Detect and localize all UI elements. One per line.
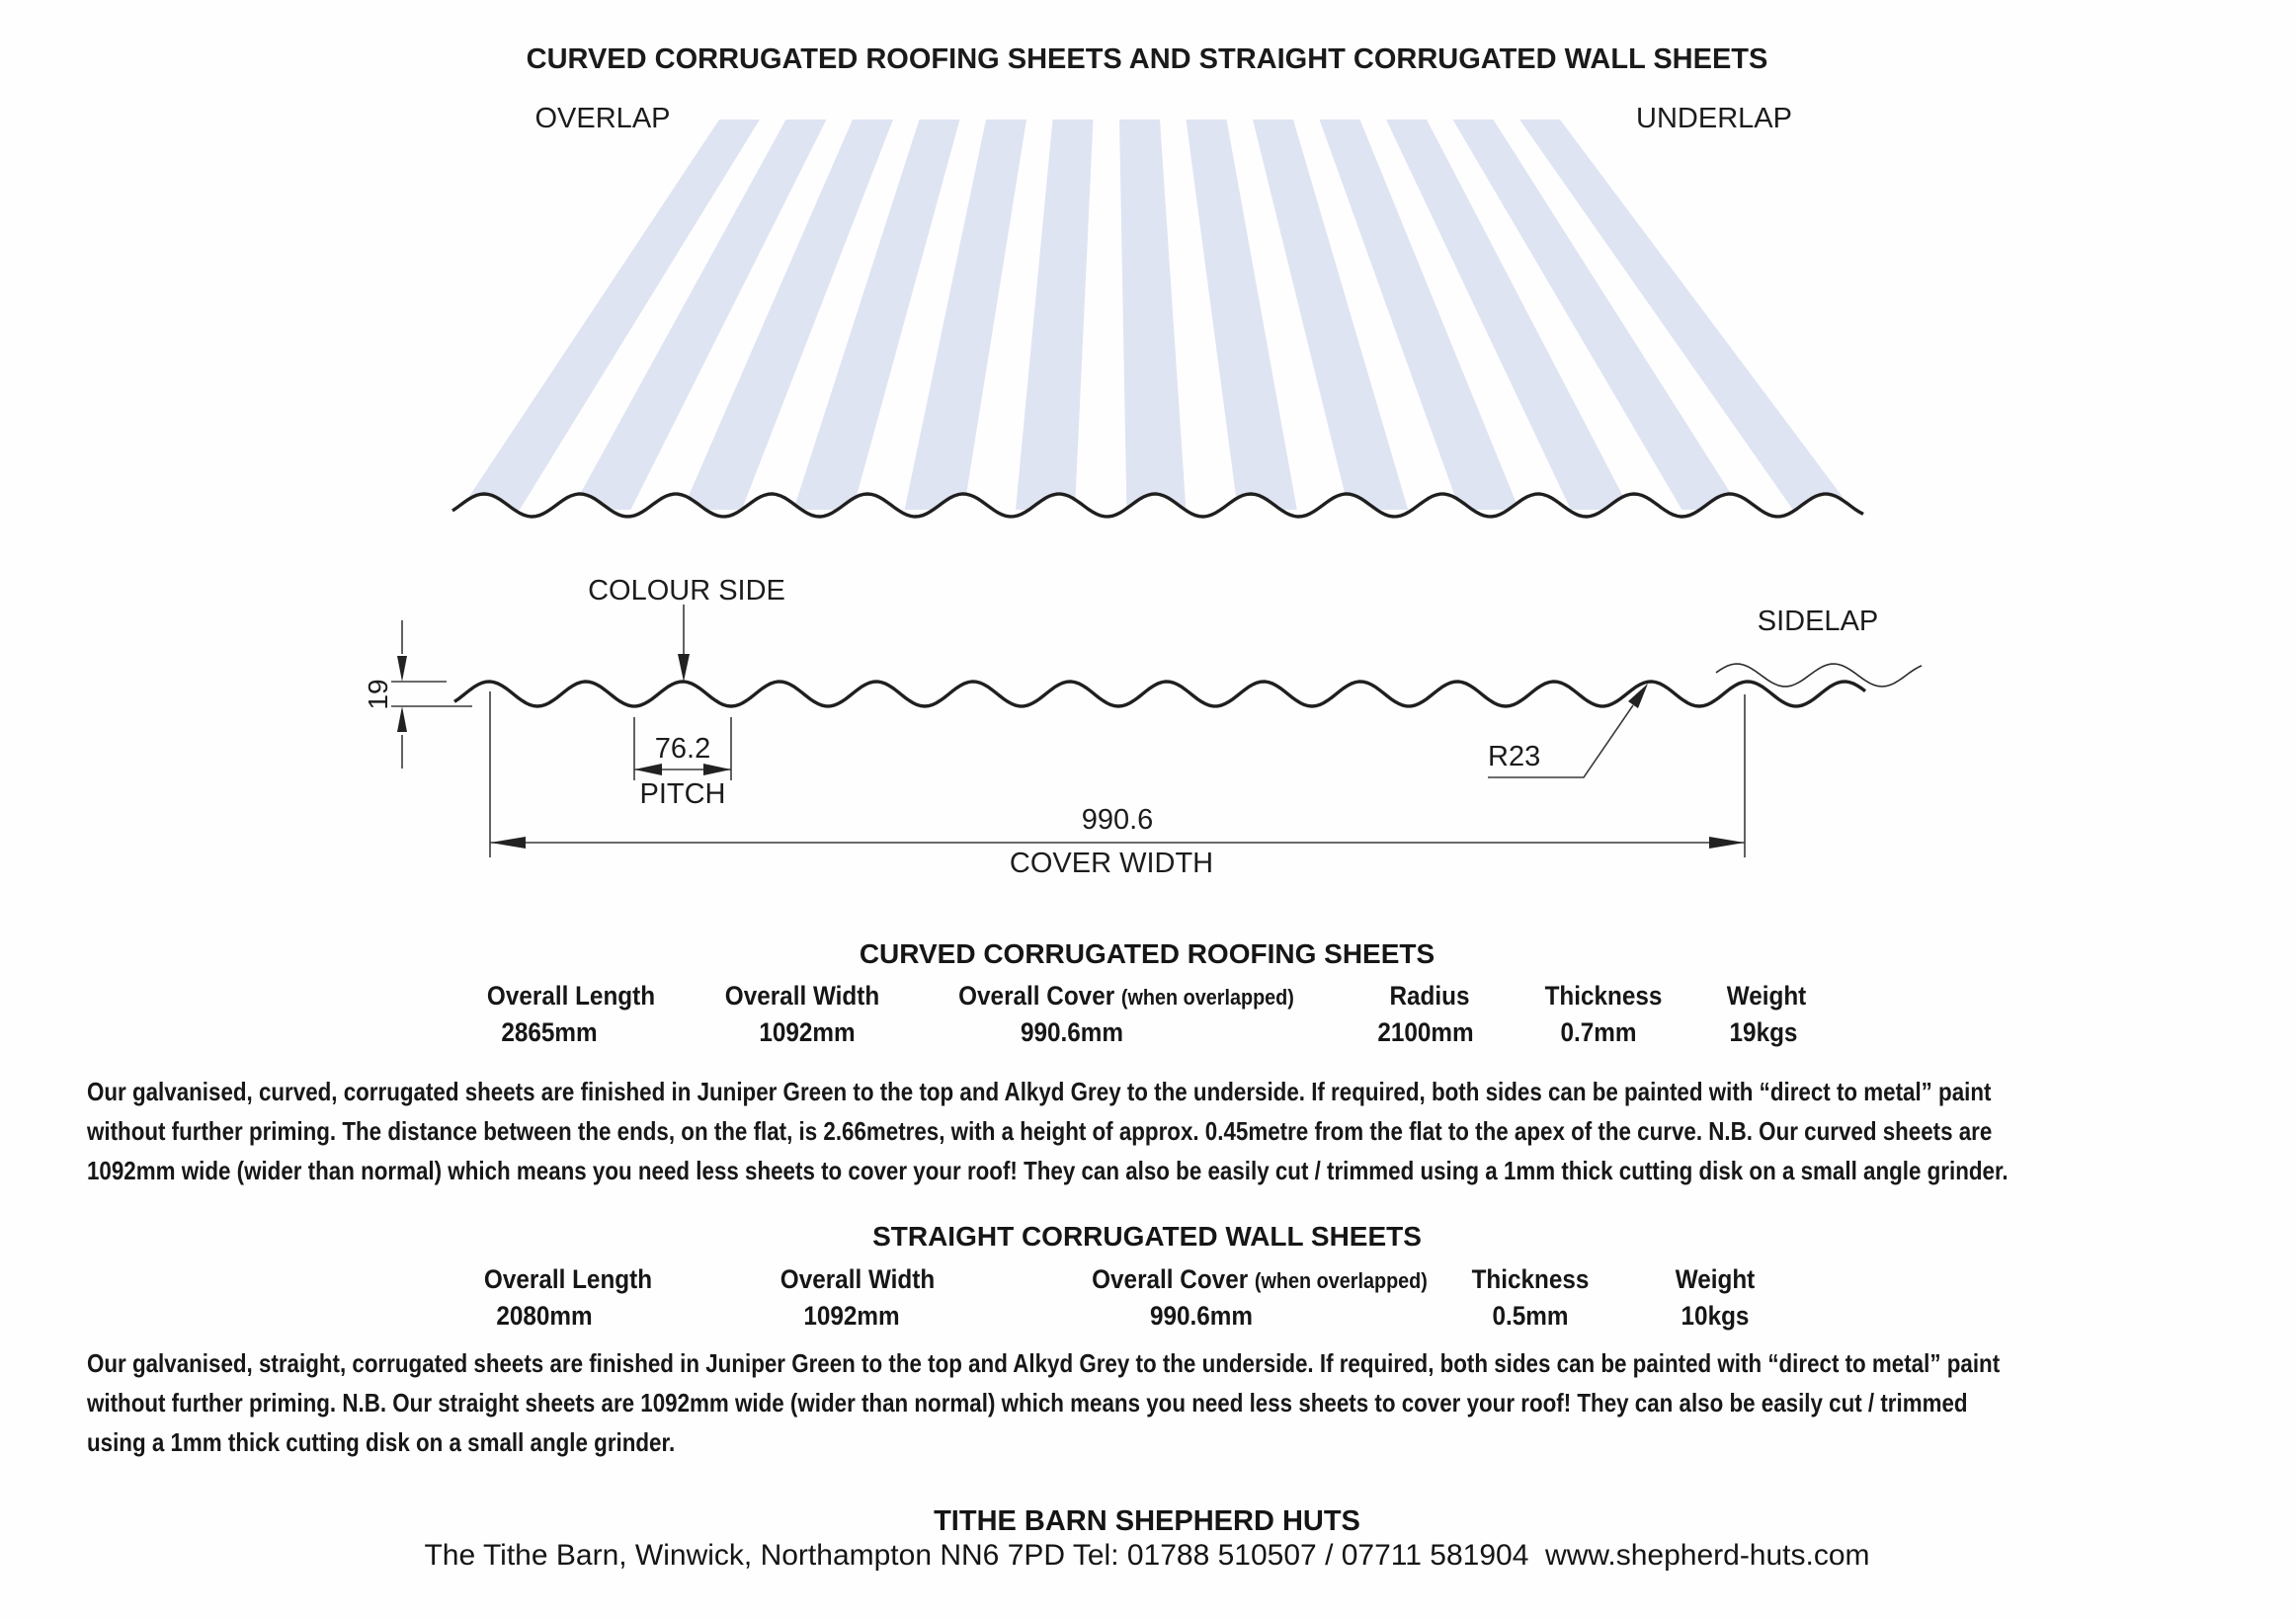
pitch-value: 76.2 bbox=[654, 733, 711, 765]
colour-side-arrow bbox=[678, 605, 690, 682]
straight-col-value: 10kgs bbox=[1681, 1301, 1750, 1331]
curved-col-value: 990.6mm bbox=[1020, 1017, 1124, 1047]
colour-stripe bbox=[1016, 120, 1094, 510]
cover-width-label: COVER WIDTH bbox=[1009, 848, 1214, 879]
profile-corrugation-wave bbox=[454, 682, 1865, 706]
paragraph-line: Our galvanised, curved, corrugated sheets are finished in Juniper Green to the top and Alkyd Grey to the underside. If required, both sides can be painted with “direct to metal” paint bbox=[87, 1077, 1992, 1106]
depth-value-label: 19 bbox=[363, 679, 393, 710]
colour-side-label: COLOUR SIDE bbox=[588, 575, 785, 607]
curved-col-header bbox=[1727, 981, 1807, 1012]
header-text: Weight bbox=[1675, 1264, 1756, 1294]
curved-table-title: CURVED CORRUGATED ROOFING SHEETS bbox=[859, 938, 1435, 969]
straight-col-header bbox=[1092, 1264, 1428, 1295]
header-text: Overall Length bbox=[483, 1264, 653, 1294]
straight-col-header bbox=[484, 1264, 652, 1295]
curved-col-value: 19kgs bbox=[1729, 1017, 1798, 1047]
curved-col-header bbox=[725, 981, 879, 1012]
radius-value-label: R23 bbox=[1488, 741, 1541, 772]
curved-description bbox=[87, 1072, 2296, 1190]
curved-col-header bbox=[1389, 981, 1469, 1012]
straight-col-value: 0.5mm bbox=[1492, 1301, 1569, 1331]
sheet-colour-stripes bbox=[460, 120, 1852, 510]
sidelap-label: SIDELAP bbox=[1757, 606, 1879, 637]
paragraph-line: without further priming. N.B. Our straight sheets are 1092mm wide (wider than normal) which means you need less sheets to cover your roof! They can also be easily cut / trimmed bbox=[87, 1388, 1968, 1418]
overlap-label: OVERLAP bbox=[534, 103, 671, 134]
paragraph-line: 1092mm wide (wider than normal) which means you need less sheets to cover your roof! They can also be easily cut / trimmed using a 1mm thick cutting disk on a small angle grinder. bbox=[87, 1156, 2009, 1185]
straight-col-value: 990.6mm bbox=[1149, 1301, 1254, 1331]
paragraph-line: without further priming. The distance between the ends, on the flat, is 2.66metres, with a height of approx. 0.45metre from the flat to the apex of the curve. N.B. Our curved sheets are bbox=[87, 1116, 1993, 1146]
curved-col-header bbox=[958, 981, 1294, 1012]
straight-col-value: 2080mm bbox=[496, 1301, 593, 1331]
curved-col-value: 0.7mm bbox=[1560, 1017, 1637, 1047]
cover-width-value: 990.6 bbox=[1081, 804, 1154, 836]
header-note: (when overlapped) bbox=[1254, 1268, 1428, 1293]
header-text: Weight bbox=[1726, 981, 1807, 1011]
curved-col-value: 1092mm bbox=[759, 1017, 856, 1047]
curved-col-value: 2100mm bbox=[1377, 1017, 1474, 1047]
header-text: Overall Width bbox=[779, 1264, 936, 1294]
paragraph-line: using a 1mm thick cutting disk on a small angle grinder. bbox=[87, 1427, 676, 1457]
header-text: Overall Cover bbox=[958, 981, 1115, 1011]
straight-col-header bbox=[1676, 1264, 1756, 1295]
straight-col-header bbox=[780, 1264, 935, 1295]
straight-col-value: 1092mm bbox=[803, 1301, 900, 1331]
colour-stripe bbox=[1119, 120, 1186, 510]
curved-col-value: 2865mm bbox=[501, 1017, 598, 1047]
header-text: Overall Length bbox=[486, 981, 656, 1011]
straight-description bbox=[87, 1343, 2296, 1462]
depth-dimension bbox=[391, 620, 472, 769]
header-text: Radius bbox=[1389, 981, 1470, 1011]
curved-col-header bbox=[1545, 981, 1663, 1012]
header-text: Overall Width bbox=[724, 981, 880, 1011]
header-note: (when overlapped) bbox=[1120, 985, 1294, 1010]
page-title: CURVED CORRUGATED ROOFING SHEETS AND STRAIGHT CORRUGATED WALL SHEETS bbox=[526, 43, 1768, 75]
company-name: TITHE BARN SHEPHERD HUTS bbox=[934, 1505, 1360, 1537]
straight-col-header bbox=[1472, 1264, 1590, 1295]
company-address: The Tithe Barn, Winwick, Northampton NN6 7PD Tel: 01788 510507 / 07711 581904 www.shepherd-huts.com bbox=[424, 1539, 1870, 1572]
paragraph-line: Our galvanised, straight, corrugated sheets are finished in Juniper Green to the top and Alkyd Grey to the underside. If required, both sides can be painted with “direct to metal” paint bbox=[87, 1348, 2001, 1378]
pitch-label: PITCH bbox=[639, 778, 726, 810]
sheet-bottom-wave-edge bbox=[452, 494, 1863, 517]
header-text: Overall Cover bbox=[1092, 1264, 1249, 1294]
header-text: Thickness bbox=[1544, 981, 1663, 1011]
straight-table-title: STRAIGHT CORRUGATED WALL SHEETS bbox=[872, 1221, 1422, 1252]
curved-col-header bbox=[487, 981, 655, 1012]
underlap-label: UNDERLAP bbox=[1636, 103, 1792, 134]
header-text: Thickness bbox=[1471, 1264, 1590, 1294]
